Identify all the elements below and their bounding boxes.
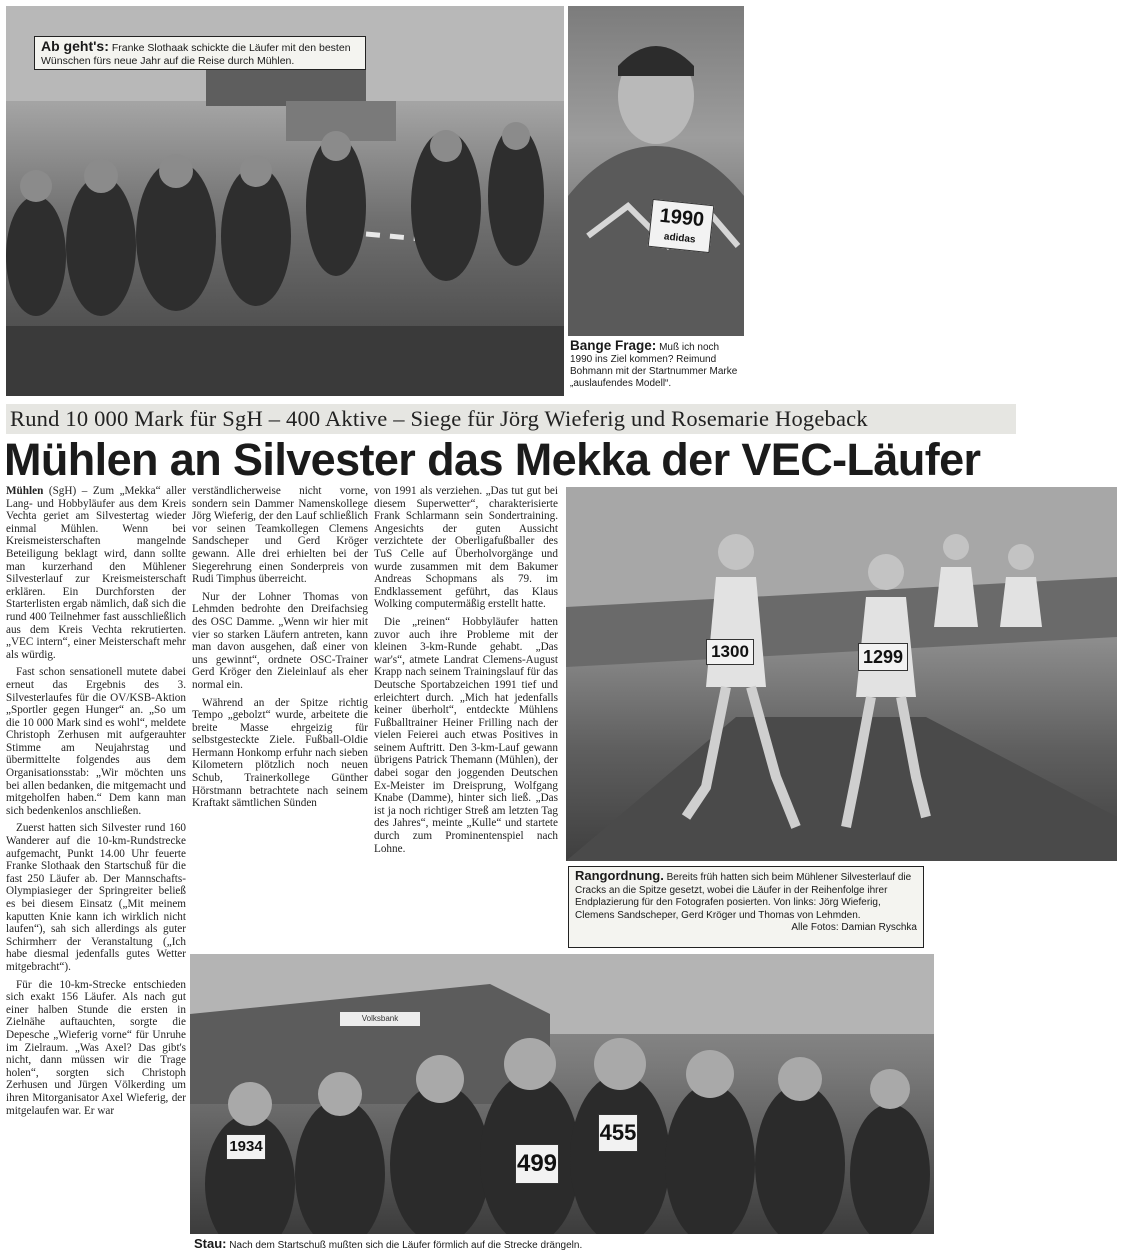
runner-bib-a-number: 1300 bbox=[711, 642, 749, 661]
portrait-bib bbox=[648, 199, 715, 253]
bange-caption-text: Muß ich noch 1990 ins Ziel kommen? Reimund Bohmann mit der Startnummer Marke „auslaufendes Modell“. bbox=[570, 342, 738, 389]
runner-bib-b-number: 1299 bbox=[862, 647, 904, 667]
portrait-bib-brand: adidas bbox=[663, 231, 697, 246]
start-caption bbox=[34, 36, 366, 70]
article-column-3 bbox=[374, 485, 558, 953]
article-column-1 bbox=[6, 485, 186, 1253]
headline: Mühlen an Silvester das Mekka der VEC-Läufer bbox=[4, 434, 981, 485]
col2-para-3: Während an der Spitze richtig Tempo „gebolzt“ wurde, arbeitete die breite Masse ehrgeizig für selbstgesteckte Ziele. Fußball-Oldie Hermann Honkomp erfuhr nach sieben Kilometern plötzlich noch neuen Schub, Trainerkollege Günther Hörstmann betrachtete nach seinem Kraftakt sämtlichen Sünden bbox=[192, 696, 368, 810]
runner-bib-b bbox=[858, 643, 908, 671]
col1-para-4: Für die 10-km-Strecke entschieden sich exakt 156 Läufer. Als nach gut einer halben Stunde die ersten in Zielnähe auftauchten, sorgte die Depesche „Wieferig vorne“ für Unruhe im Zielraum. „Was Axel? Das gibt's nicht, dann müssen wir die Trage holen“, sorgten sich Christoph Zerhusen und Jürgen Völkerding um ihren Mitorganisator Axel Wieferig, der mitgelaufen war. Er war bbox=[6, 978, 186, 1117]
stau-caption-lead: Stau: bbox=[194, 1236, 227, 1251]
crowd-sign bbox=[340, 1012, 420, 1026]
subheadline: Rund 10 000 Mark für SgH – 400 Aktive – Siege für Jörg Wieferig und Rosemarie Hogeback bbox=[6, 404, 1016, 434]
crowd-bib-a-number: 1934 bbox=[229, 1138, 263, 1155]
crowd-sign-text: Volksbank bbox=[361, 1014, 399, 1023]
crowd-bib-a bbox=[226, 1134, 266, 1160]
stau-caption-text: Nach dem Startschuß mußten sich die Läufer förmlich auf die Strecke drängeln. bbox=[229, 1240, 583, 1251]
col2-para-2: Nur der Lohner Thomas von Lehmden bedrohte den Dreifachsieg des OSC Damme. „Wenn wir hier mit vier so starken Läufern antreten, kann man davon ausgehen, daß einer von uns gewinnt“, ordnete OSC-Trainer Gerd Kröger den Zieleinlauf als eher normal ein. bbox=[192, 590, 368, 691]
start-caption-text: Franke Slothaak schickte die Läufer mit den besten Wünschen fürs neue Jahr auf die Reise durch Mühlen. bbox=[41, 42, 351, 67]
col1-para-2: Fast schon sensationell mutete dabei erneut das Ergebnis des 3. Silvesterlaufes für die OV/KSB-Aktion „Sportler gegen Hunger“ an. „So um die 10 000 Mark sind es wohl“, meldete Christoph Zerhusen mit aufgerauhter Stimme am Neujahrstag und übermittelte folgendes aus dem Organisationsstab: „Wir möchten uns bei allen bedanken, die mitgemacht und mitgeholfen haben.“ Dem kann man sich bedenkenlos anschließen. bbox=[6, 666, 186, 817]
portrait-bib-number: 1990 bbox=[658, 204, 706, 232]
col1-para-3: Zuerst hatten sich Silvester rund 160 Wanderer auf die 10-km-Rundstrecke aufgemacht, Punkt 14.00 Uhr feuerte Franke Slothaak den Startschuß für die fast 250 Läufer ab. Der Mannschafts-Olympiasieger der Springreiter beließ es bei diesem Einsatz („Mit meinem kaputten Knie kann ich wirklich nicht laufen“), sah sich allerdings als guter Schirmherr der Veranstaltung („Ich habe diesmal jedenfalls gutes Wetter mitgebracht“). bbox=[6, 822, 186, 973]
rang-caption bbox=[568, 866, 924, 948]
runners-scene bbox=[566, 487, 1117, 861]
col2-para-1: verständlicherweise nicht vorne, sondern sein Dammer Namenskollege Jörg Wieferig, der den Lauf schließlich vor seinen Teamkollegen Clemens Sandscheper und Gerd Kröger gewann. Alle drei erhielten bei der Siegerehrung einen Sonderpreis von Rudi Timphus überreicht. bbox=[192, 485, 368, 586]
crowd-bib-b bbox=[515, 1144, 559, 1184]
crowd-scene bbox=[190, 954, 934, 1234]
bange-caption-lead: Bange Frage: bbox=[570, 338, 657, 353]
rang-caption-text: Bereits früh hatten sich beim Mühlener Silvesterlauf die Cracks an die Spitze gesetzt, wobei die Läufer in der Reihenfolge ihrer Endplazierung für den Fotografen posierten. Von links: Jörg Wieferig, Clemens Sandscheper, Gerd Kröger und Thomas von Lehmden. bbox=[575, 872, 912, 921]
start-caption-lead: Ab geht's: bbox=[41, 38, 109, 54]
stau-caption bbox=[190, 1235, 934, 1253]
runner-bib-a bbox=[706, 639, 754, 665]
crowd-bib-c-number: 455 bbox=[599, 1120, 637, 1145]
runners-photo bbox=[566, 487, 1117, 861]
crowd-bib-c bbox=[598, 1114, 638, 1152]
crowd-photo bbox=[190, 954, 934, 1234]
col3-para-1: von 1991 als verziehen. „Das tut gut bei diesem Superwetter“, charakterisierte Frank Schlarmann sein Sondertraining. Angesichts der guten Aussicht verzichtete der Oberligafußballer des TuS Celle auf Überholvorgänge und wurde zusammen mit dem Bakumer Andreas Schopmans als 79. im Endklassement geführt, das Klaus Wolking computermäßig erstellt hatte. bbox=[374, 485, 558, 611]
portrait-photo bbox=[568, 6, 744, 336]
blank-area bbox=[188, 864, 370, 954]
crowd-bib-b-number: 499 bbox=[516, 1150, 558, 1177]
col1-para-1: Mühlen (SgH) – Zum „Mekka“ aller Lang- und Hobbyläufer aus dem Kreis Vechta geriet am Silvestertag wieder einmal Mühlen. Wenn bei Kreismeisterschaften mangelnde Beteiligung beklagt wird, dann sollte man kurzerhand den Mühlener Silvesterlauf zur Kreismeisterschaft erklären. Ein Durchforsten der Starterlisten ergab nämlich, daß sich die rund 400 Teilnehmer fast ausschließlich aus dem Kreis Vechta rekrutierten. „VEC intern“, einer Meisterschaft mehr als würdig. bbox=[6, 485, 186, 661]
article-column-2 bbox=[192, 485, 368, 861]
col3-para-2: Die „reinen“ Hobbyläufer hatten zuvor auch ihre Probleme mit der kleinen 3-km-Runde gehabt. „Das war's“, atmete Landrat Clemens-August Krapp nach seinem Trainingslauf für das Deutsche Sportabzeichen 1991 tief und erleichtert durch. „Mich hat jedenfalls keiner überholt“, entdeckte Mühlens Fußballtrainer Heiner Frilling nach der vielen Feierei auch etwas Positives in seinem Auftritt. Den 3-km-Lauf gewann übrigens Patrick Themann (Mühlen), der dabei sogar den joggenden Deutschen Ex-Meister im Dreisprung, Wolfgang Knabe (Damme), hinter sich ließ. „Das ist ja noch richtiger Streß am letzten Tag des Jahres“, meinte „Kulle“ und startete durch zum Prominentenspiel nach Lohne. bbox=[374, 615, 558, 855]
dateline: Mühlen bbox=[6, 485, 44, 497]
rang-caption-lead: Rangordnung. bbox=[575, 868, 664, 883]
portrait-scene bbox=[568, 6, 744, 336]
rang-caption-credit: Alle Fotos: Damian Ryschka bbox=[791, 922, 917, 933]
bange-caption bbox=[568, 336, 744, 398]
